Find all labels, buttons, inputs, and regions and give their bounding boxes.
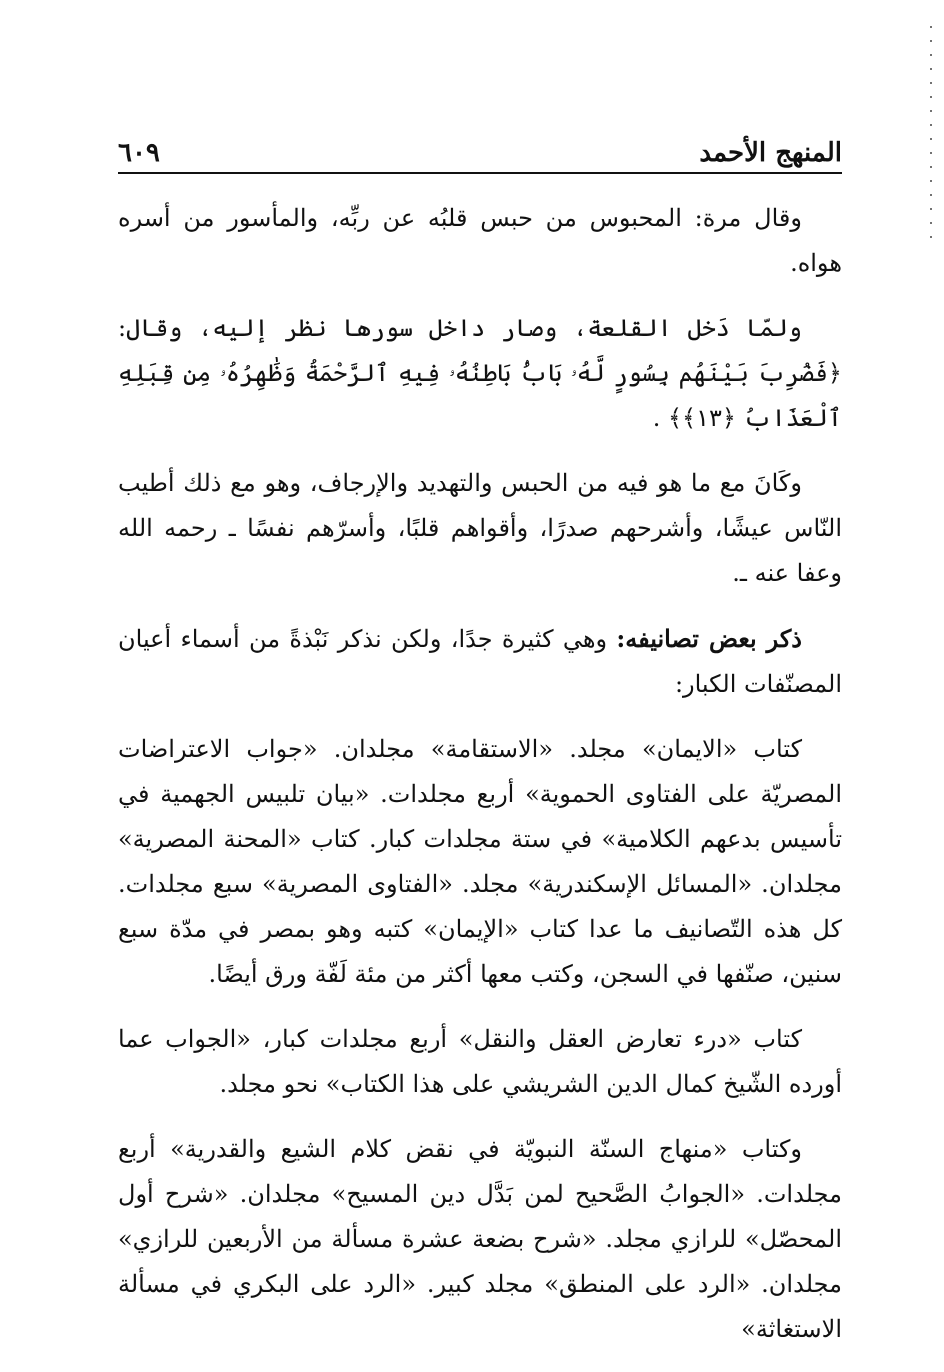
paragraph-text: وهي كثيرة جدًا، ولكن نذكر نَبْذةً من أسماء أعيان المصنّفات الكبار:	[118, 625, 842, 698]
page-header	[118, 128, 842, 168]
page-number: ٦٠٩	[118, 138, 160, 168]
page-body	[118, 196, 842, 1372]
paragraph-6	[118, 1017, 842, 1107]
paragraph-3	[118, 461, 842, 596]
paragraph-text: ولمّا دَخل القلعة، وصار داخل سورها نظر إليه، وقال:	[118, 314, 802, 342]
paragraph-5	[118, 727, 842, 997]
page-edge-dots	[930, 20, 932, 240]
paragraph-text: كتاب «درء تعارض العقل والنقل» أربع مجلدات كبار، «الجواب عما أورده الشّيخ كمال الدين الشريشي على هذا الكتاب» نحو مجلد.	[118, 1025, 842, 1098]
paragraph-7	[118, 1127, 842, 1352]
paragraph-text: وكتاب «منهاج السنّة النبويّة في نقض كلام الشيع والقدرية» أربع مجلدات. «الجوابُ الصَّحيح لمن بَدَّل دين المسيح» مجلدان. «شرح أول المحصّل» للرازي مجلد. «شرح بضعة عشرة مسألة من الأربعين للرازي» مجلدان. «الرد على المنطق» مجلد كبير. «الرد على البكري في مسألة الاستغاثة»	[118, 1135, 842, 1343]
paragraph-4	[118, 616, 842, 707]
paragraph-end: .	[652, 404, 668, 432]
running-title: المنهج الأحمد	[699, 138, 842, 168]
paragraph-text: كتاب «الايمان» مجلد. «الاستقامة» مجلدان. «جواب الاعتراضات المصريّة على الفتاوى الحموية» أربع مجلدات. «بيان تلبيس الجهمية في تأسيس بدعهم الكلامية» في ستة مجلدات كبار. كتاب «المحنة المصرية» مجلدان. «المسائل الإسكندرية» مجلد. «الفتاوى المصرية» سبع مجلدات. كل هذه التّصانيف ما عدا كتاب «الإيمان» كتبه وهو بمصر في مدّة سبع سنين، صنّفها في السجن، وكتب معها أكثر من مئة لَفّة ورق أيضًا.	[118, 735, 842, 988]
paragraph-2	[118, 306, 842, 441]
paragraph-text: وكَانَ مع ما هو فيه من الحبس والتهديد والإرجاف، وهو مع ذلك أطيب النّاس عيشًا، وأشرحهم صدرًا، وأقواهم قلبًا، وأسرّهم نفسًا ـ رحمه الله وعفا عنه ـ.	[118, 469, 843, 587]
quran-verse: ﴿فَضُرِبَ بَيْنَهُم بِسُورٍ لَّهُۥ بَابُۢ بَاطِنُهُۥ فِيهِ ٱلرَّحْمَةُ وَظَٰهِرُهُۥ مِن قِبَلِهِ ٱلْعَذَابُ ﴿١٣﴾﴾	[118, 359, 842, 432]
paragraph-text: وقال مرة: المحبوس من حبس قلبُه عن ربِّه، والمأسور من أسره هواه.	[118, 204, 842, 277]
header-rule	[118, 172, 842, 174]
section-lead: ذكر بعض تصانيفه:	[616, 624, 802, 653]
paragraph-1	[118, 196, 842, 286]
